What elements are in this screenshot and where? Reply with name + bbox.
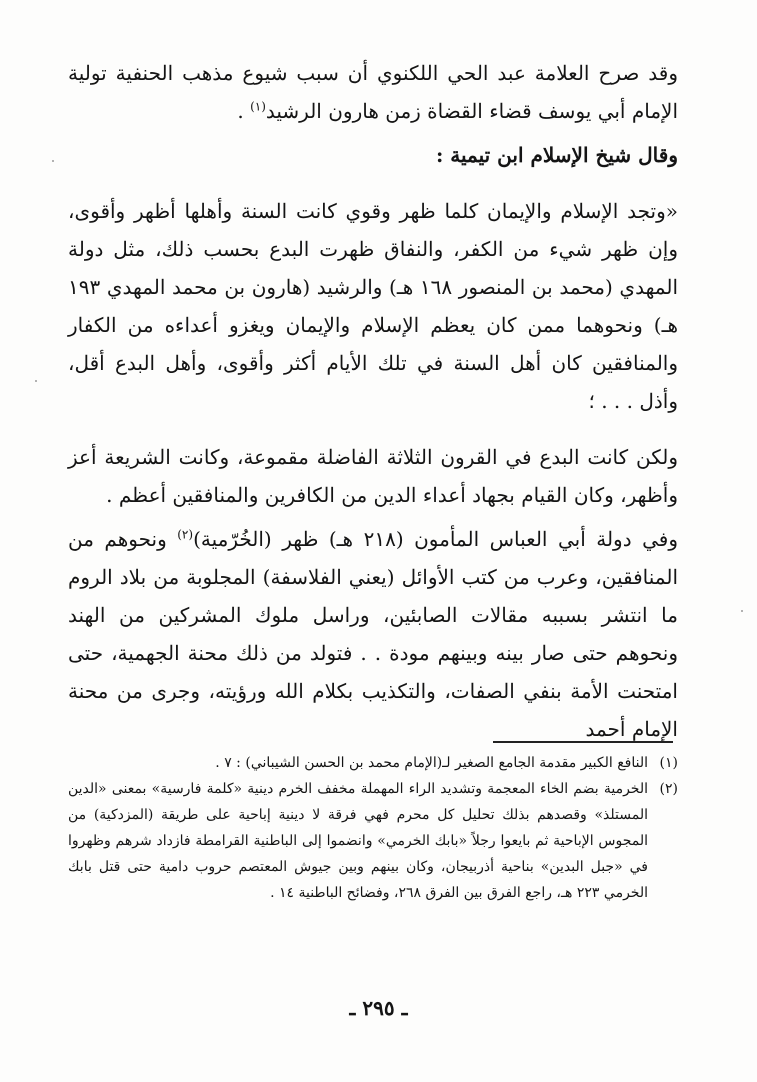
footnote-2	[68, 776, 678, 906]
paragraph-2-heading: وقال شيخ الإسلام ابن تيمية :	[435, 143, 678, 167]
footnote-ref-1: (١)	[250, 99, 266, 114]
paragraph-1-tail: .	[237, 99, 251, 123]
paragraph-1-text: وقد صرح العلامة عبد الحي اللكنوي أن سبب شيوع مذهب الحنفية تولية الإمام أبي يوسف قضاء القضاة زمن هارون الرشيد	[68, 61, 678, 123]
footnote-divider	[493, 741, 673, 743]
footnote-1-text: النافع الكبير مقدمة الجامع الصغير لـ(الإمام محمد بن الحسن الشيباني) : ٧ .	[215, 755, 648, 771]
paragraph-5-text: وفي دولة أبي العباس المأمون (٢١٨ هـ) ظهر (الخُرّمية)	[193, 527, 678, 551]
scan-speck	[52, 160, 54, 162]
paragraph-4: ولكن كانت البدع في القرون الثلاثة الفاضلة مقموعة، وكانت الشريعة أعز وأظهر، وكان القيام بجهاد أعداء الدين من الكافرين والمنافقين أعظم .	[68, 445, 678, 507]
footnote-ref-2: (٢)	[177, 527, 194, 542]
footnote-1-number: (١)	[659, 755, 678, 771]
page-number: ـ ٢٩٥ ـ	[349, 996, 408, 1020]
scan-speck	[741, 610, 743, 612]
footnote-2-number: (٢)	[659, 781, 678, 797]
footnotes	[68, 750, 678, 906]
paragraph-1	[68, 54, 678, 130]
footnote-2-text: الخرمية بضم الخاء المعجمة وتشديد الراء المهملة مخفف الخرم دينية «كلمة فارسية» بمعنى «الدين المستلذ» وقصدهم بذلك تحليل كل محرم فهي فرقة لا دينية إباحية على طريقة (المزدكية) من المجوس الإباحية ثم بايعوا رجلاً «بابك الخرمي» وانضموا إلى الباطنية القرامطة فازداد شرهم وظهروا في «جبل البدين» بناحية أذربيجان، وكان بينهم وبين جيوش المعتصم حروب دامية حتى قتل بابك الخرمي ٢٢٣ هـ، راجع الفرق بين الفرق ٢٦٨، وفضائح الباطنية ١٤ .	[68, 781, 648, 901]
footnote-1	[68, 750, 678, 776]
main-text	[68, 54, 678, 748]
paragraph-5-tail: ونحوهم من المنافقين، وعرب من كتب الأوائل (يعني الفلاسفة) المجلوبة من بلاد الروم ما انتشر بسببه مقالات الصابئين، وراسل ملوك المشركين من الهند ونحوهم حتى صار بينه وبينهم مودة . . فتولد من ذلك محنة الجهمية، حتى امتحنت الأمة بنفي الصفات، والتكذيب بكلام الله ورؤيته، وجرى من محنة الإمام أحمد	[68, 527, 678, 741]
paragraph-5	[68, 520, 678, 748]
scan-speck	[35, 380, 37, 382]
paragraph-3-quote: «وتجد الإسلام والإيمان كلما ظهر وقوي كانت السنة وأهلها أظهر وأقوى، وإن ظهر شيء من الكفر، والنفاق ظهرت البدع بحسب ذلك، مثل دولة المهدي (محمد بن المنصور ١٦٨ هـ) والرشيد (هارون بن محمد المهدي ١٩٣ هـ) ونحوهما ممن كان يعظم الإسلام والإيمان ويغزو أعداءه من الكفار والمنافقين كان أهل السنة في تلك الأيام أكثر وأقوى، وأهل البدع أقل، وأذل . . . ؛	[68, 199, 678, 413]
